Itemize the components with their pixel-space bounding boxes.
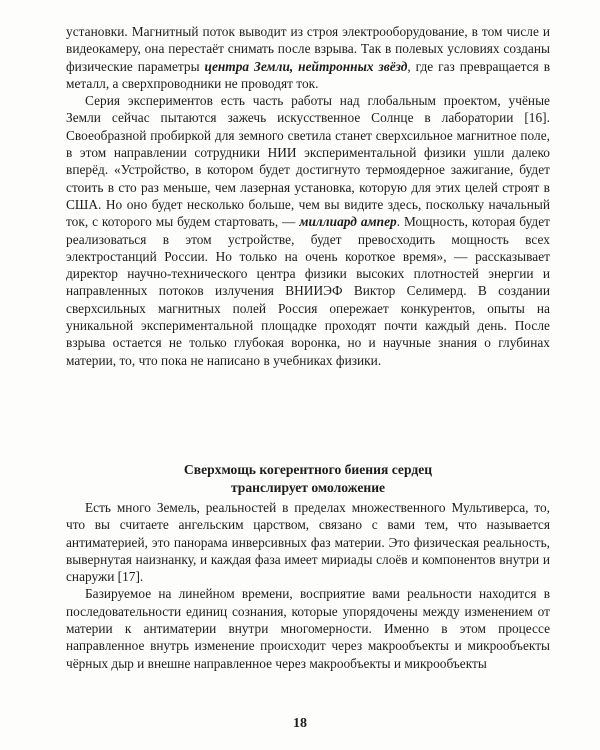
paragraph-3: Есть много Земель, реальностей в пределах множественного Мультиверса, то, что вы считаете ангельским царством, связано с вами тем, что называется антиматерией, это панорама инверсивных фаз материи. Это физическая реальность, вывернутая наизнанку, и каждая фаза имеет мириады слоёв и компонентов внутри и снаружи [17]. (66, 500, 550, 585)
heading-line-1: Сверхмощь когерентного биения сердец (183, 462, 433, 477)
emphasis-earth-center: центра Земли, нейтронных звёзд (204, 58, 408, 74)
paragraph-1: установки. Магнитный поток выводит из строя электрооборудование, в том числе и видеокамеру, она перестаёт снимать после взрыва. Так в полевых условиях созданы физические параметры центра Земли, нейтронных звёзд, где газ превращается в металл, а сверхпроводники не проводят ток. (66, 24, 551, 91)
section-heading (66, 461, 550, 496)
section-2-text (66, 499, 550, 672)
paragraph-4: Базируемое на линейном времени, восприятие вами реальности находится в последовательности единиц сознания, которые упорядочены между изменением от материи к антиматерии внутри многомерности. Именно в этом процессе направленное внутрь изменение происходит через макрообъекты и микрообъекты чёрных дыр и внешне направленное через макрообъекты и микрообъекты (66, 586, 550, 671)
heading-line-2: транслирует омоложение (230, 479, 386, 495)
page-number: 18 (293, 716, 307, 731)
paragraph-2: Серия экспериментов есть часть работы над глобальным проектом, учёные Земли сейчас пытаются зажечь искусственное Солнце в лаборатории [16]. Своеобразной пробиркой для земного светила станет сверхсильное магнитное поле, в этом направлении сотрудники НИИ экспериментальной физики ушли далеко вперёд. «Устройство, в котором будет достигнуто термоядерное зажигание, будет стоить в сто раз меньше, чем лазерная установка, которую для этих целей строят в США. Но оно будет несколько больше, чем вы видите здесь, поскольку начальный ток, с которого мы будем стартовать, — миллиард ампер. Мощность, которая будет реализоваться в этом устройстве, будет превосходить мощность всех электростанций России. Но только на очень короткое время», — рассказывает директор научно-технического центра физики высоких плотностей энергии и направленных потоков излучения ВНИИЭФ Виктор Селимерд. В создании сверхсильных магнитных полей Россия опережает конкурентов, опыты на уникальной экспериментальной площадке проходят почти каждый день. После взрыва остается не только глубокая воронка, но и научные знания о глубинах материи, то, что пока не написано в учебниках физики. (66, 93, 550, 368)
emphasis-billion-ampere: миллиард ампер (299, 214, 397, 230)
section-1-text (66, 23, 550, 369)
